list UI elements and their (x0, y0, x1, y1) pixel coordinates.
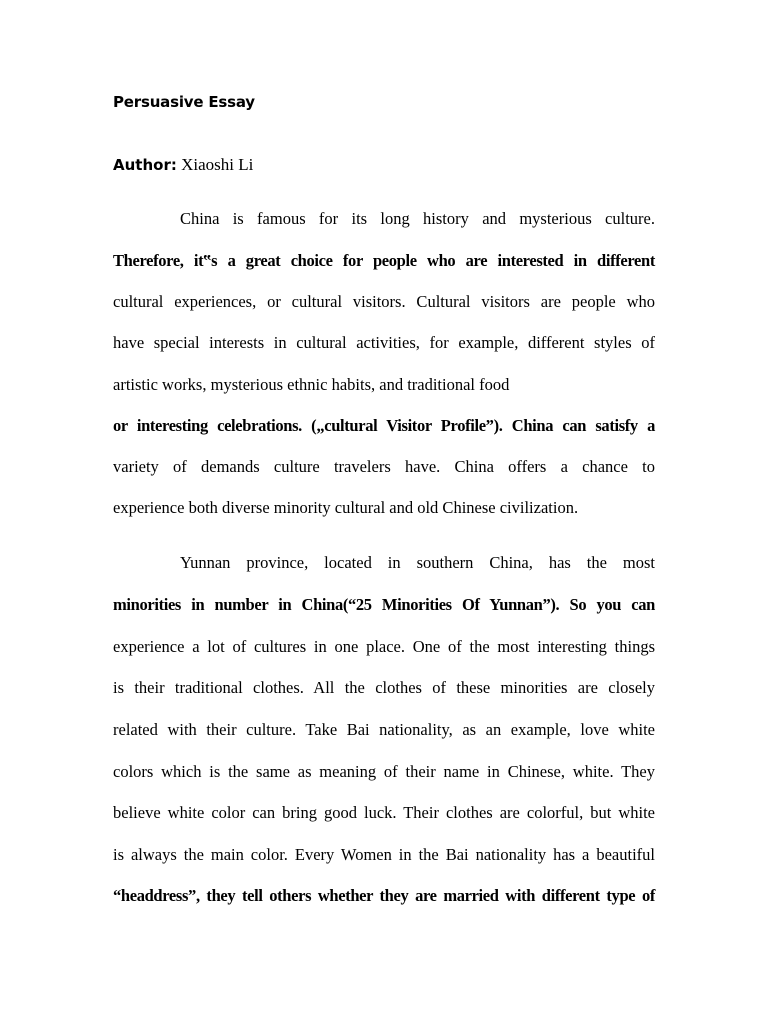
paragraph-line: Therefore, it‟s a great choice for people who are interested in different (113, 251, 655, 270)
paragraph-line: have special interests in cultural activities, for example, different styles of (113, 333, 655, 352)
paragraph-line: artistic works, mysterious ethnic habits, and traditional food (113, 375, 510, 394)
paragraph-line: Yunnan province, located in southern China, has the most (180, 553, 655, 572)
author-name: Xiaoshi Li (176, 155, 254, 174)
paragraph-line: China is famous for its long history and mysterious culture. (180, 209, 655, 228)
paragraph-line: experience both diverse minority cultural and old Chinese civilization. (113, 498, 579, 517)
author-line (113, 155, 253, 175)
paragraph-line: believe white color can bring good luck. Their clothes are colorful, but white (113, 803, 655, 822)
paragraph-line: related with their culture. Take Bai nationality, as an example, love white (113, 720, 655, 739)
paragraph-line: cultural experiences, or cultural visitors. Cultural visitors are people who (113, 292, 655, 311)
paragraph-line: is their traditional clothes. All the clothes of these minorities are closely (113, 678, 655, 697)
paragraph-line: colors which is the same as meaning of their name in Chinese, white. They (113, 762, 655, 781)
document-title: Persuasive Essay (113, 93, 255, 111)
author-label: Author: (113, 156, 177, 174)
paragraph-line: minorities in number in China(“25 Minorities Of Yunnan”). So you can (113, 595, 655, 614)
paragraph-line: experience a lot of cultures in one place. One of the most interesting things (113, 637, 655, 656)
paragraph-line: “headdress”, they tell others whether they are married with different type of (113, 886, 655, 905)
paragraph-line: is always the main color. Every Women in the Bai nationality has a beautiful (113, 845, 655, 864)
paragraph-line: or interesting celebrations. („cultural Visitor Profile”). China can satisfy a (113, 416, 655, 435)
paragraph-line: variety of demands culture travelers have. China offers a chance to (113, 457, 655, 476)
